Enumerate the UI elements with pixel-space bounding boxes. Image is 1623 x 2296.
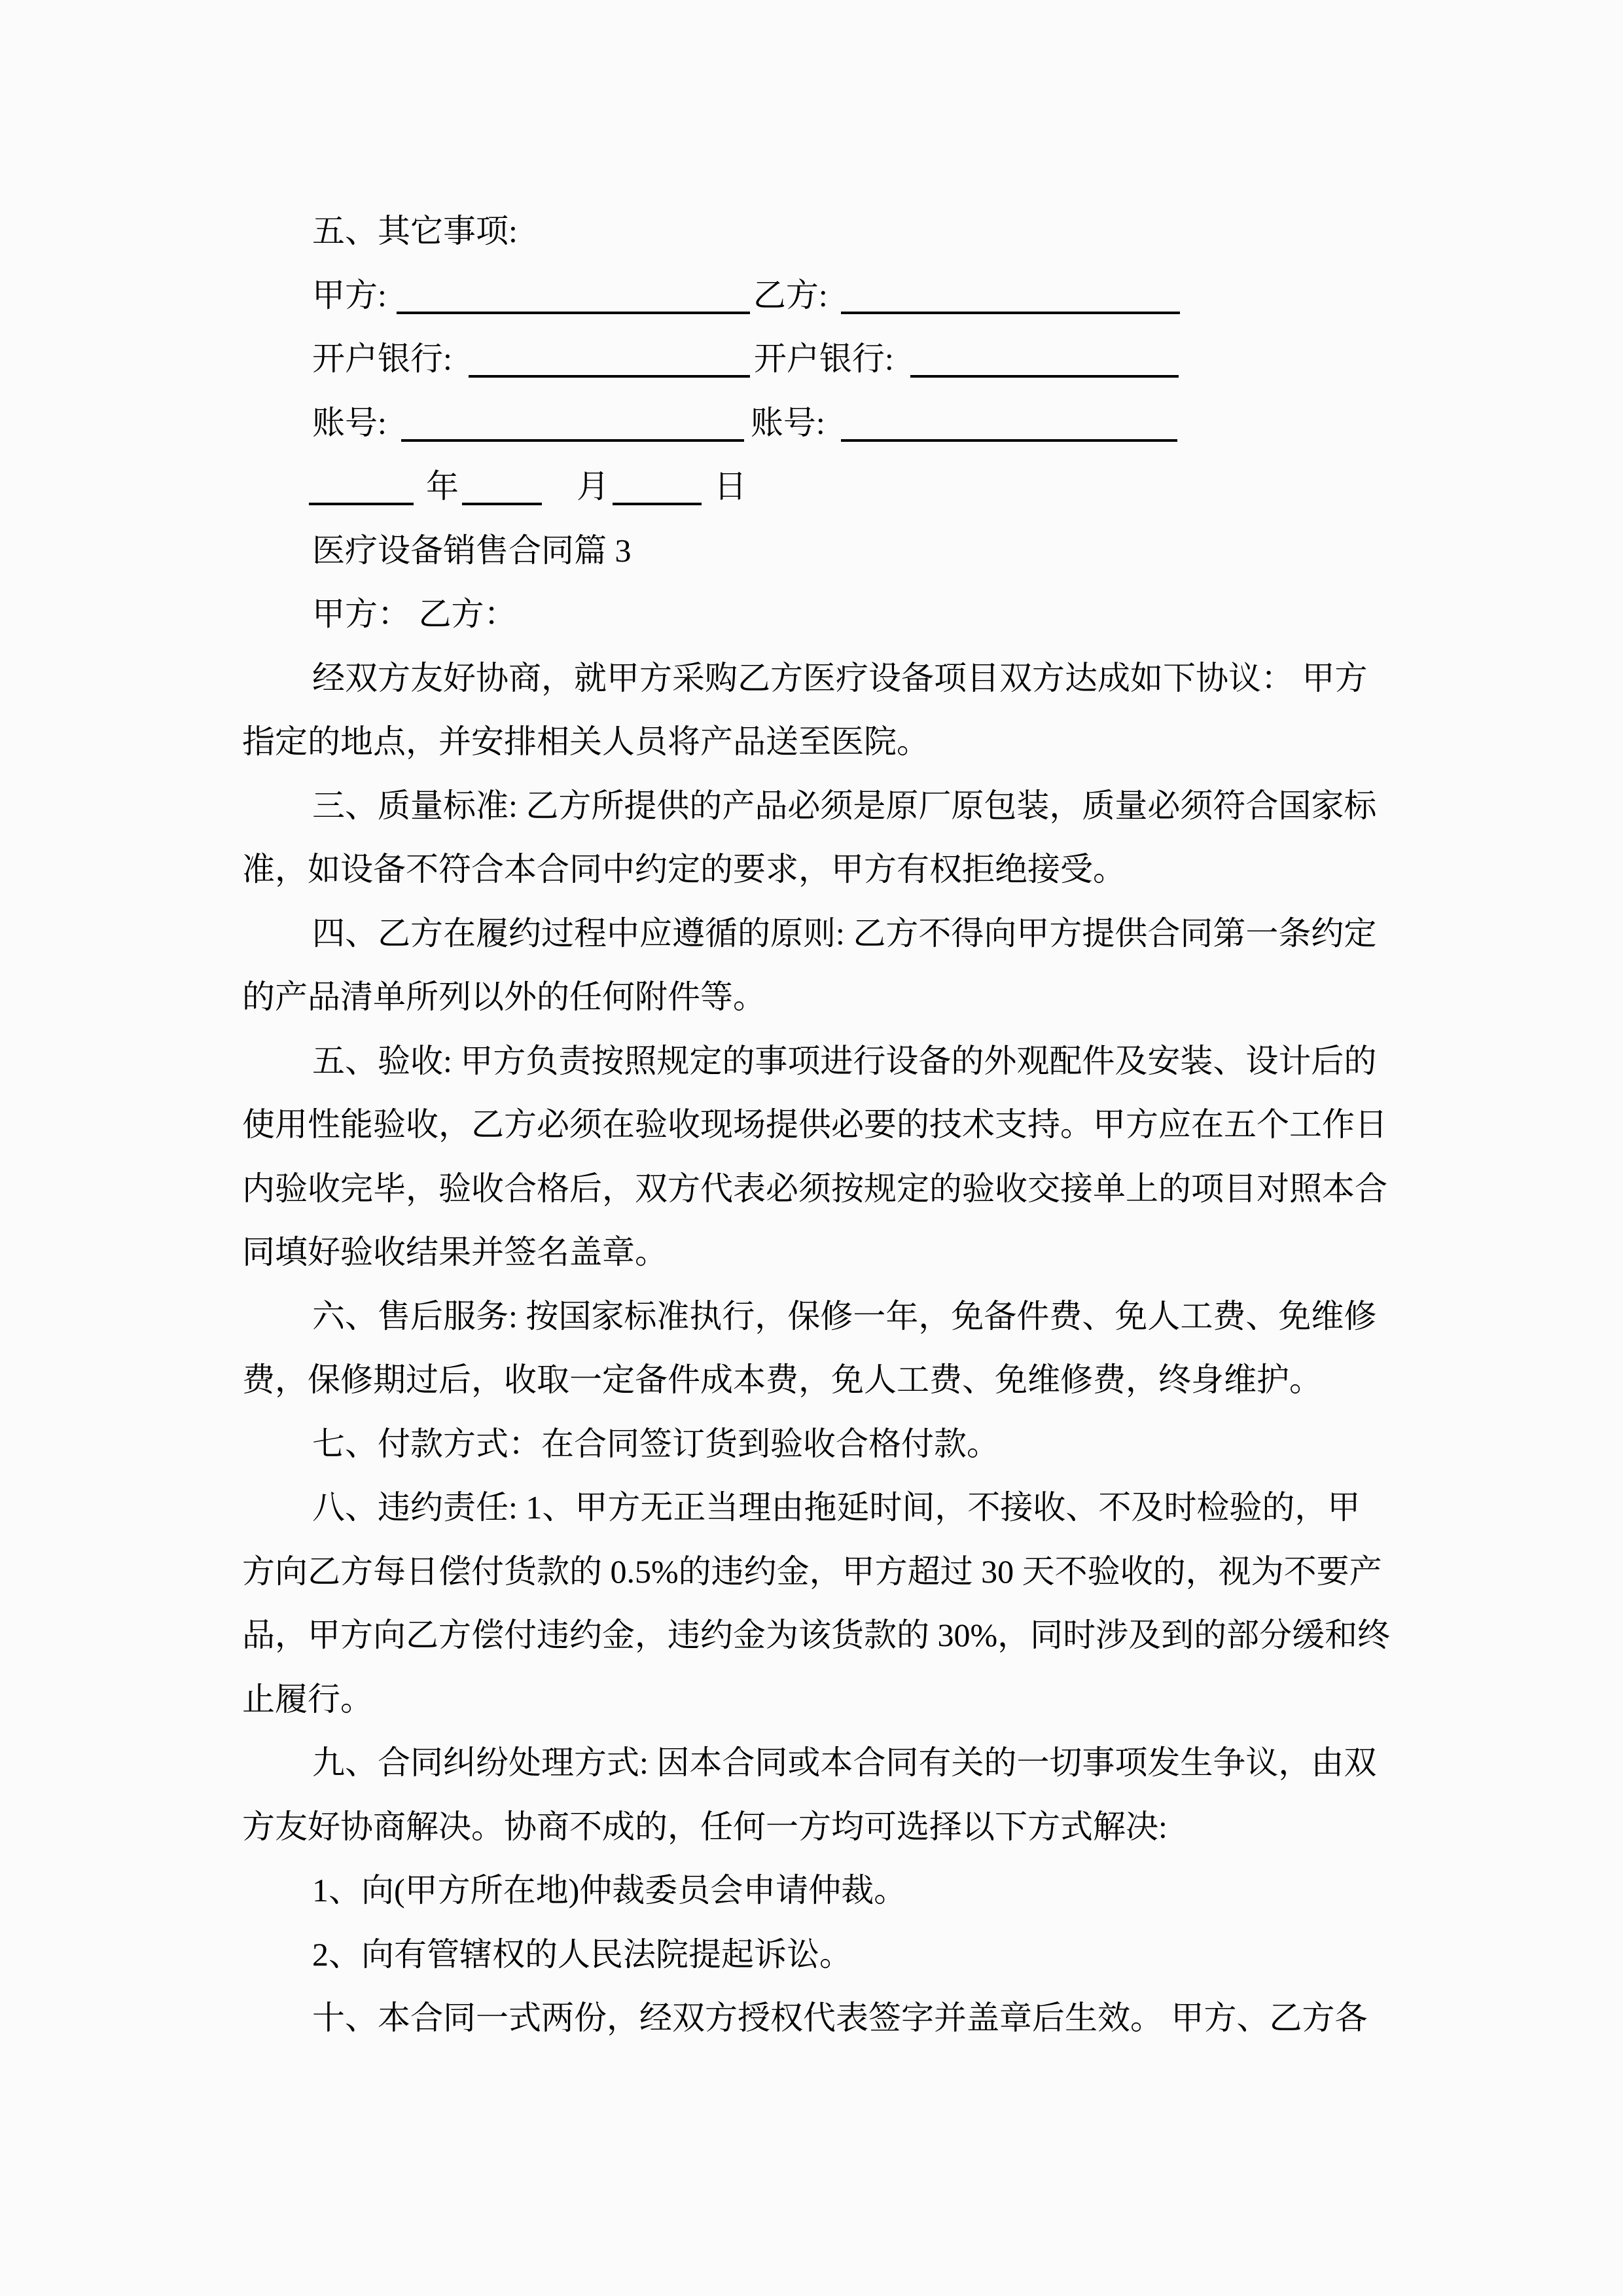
- form-line: [242, 327, 1394, 391]
- text-line: 1、向(甲方所在地)仲裁委员会申请仲裁。: [312, 1872, 907, 1909]
- blank-underline: [469, 345, 750, 378]
- text-line: 准，如设备不符合本合同中约定的要求，甲方有权拒绝接受。: [242, 851, 1126, 888]
- text-line: 2、向有管辖权的人民法院提起诉讼。: [312, 1935, 852, 1973]
- text-line: 九、合同纠纷处理方式: 因本合同或本合同有关的一切事项发生争议，由双: [312, 1744, 1377, 1781]
- text-line: 使用性能验收，乙方必须在验收现场提供必要的技术支持。甲方应在五个工作日: [242, 1106, 1387, 1143]
- form-line: [242, 264, 1394, 328]
- text-line: 医疗设备销售合同篇 3: [312, 531, 632, 569]
- text-line: 五、验收: 甲方负责按照规定的事项进行设备的外观配件及安装、设计后的: [312, 1042, 1377, 1079]
- blank-underline: [309, 473, 414, 505]
- blank-underline: [613, 473, 702, 505]
- contract-document: [242, 200, 1394, 2051]
- text-line: 经双方友好协商，就甲方采购乙方医疗设备项目双方达成如下协议： 甲方: [312, 659, 1368, 696]
- text-line: 品，甲方向乙方偿付违约金，违约金为该货款的 30%，同时涉及到的部分缓和终: [242, 1617, 1391, 1653]
- text-line: 同填好验收结果并签名盖章。: [242, 1234, 668, 1270]
- field-label: 乙方:: [753, 276, 828, 314]
- field-label: 年: [426, 468, 459, 505]
- text-line: 内验收完毕，验收合格后，双方代表必须按规定的验收交接单上的项目对照本合: [242, 1170, 1387, 1207]
- field-label: 开户银行:: [753, 340, 894, 377]
- text-line: 五、其它事项:: [312, 213, 518, 249]
- blank-underline: [462, 473, 542, 505]
- text-line: 甲方： 乙方：: [312, 596, 517, 632]
- blank-underline: [401, 409, 744, 442]
- text-line: 指定的地点，并安排相关人员将产品送至医院。: [242, 723, 929, 760]
- field-label: 账号:: [312, 404, 387, 441]
- text-line: 的产品清单所列以外的任何附件等。: [242, 978, 766, 1015]
- field-label: 开户银行:: [312, 340, 452, 377]
- blank-underline: [910, 345, 1179, 378]
- field-label: 账号:: [750, 404, 825, 441]
- text-line: 三、质量标准: 乙方所提供的产品必须是原厂原包装，质量必须符合国家标: [312, 787, 1377, 824]
- text-line: 止履行。: [242, 1680, 373, 1717]
- text-line: 八、违约责任: 1、甲方无正当理由拖延时间，不接收、不及时检验的，甲: [312, 1489, 1361, 1526]
- text-line: 七、付款方式：在合同签订货到验收合格付款。: [312, 1425, 999, 1462]
- field-label: 甲方:: [312, 276, 387, 314]
- blank-underline: [397, 281, 750, 314]
- form-line: [242, 455, 1394, 519]
- field-label: 日: [714, 468, 747, 505]
- text-line: 四、乙方在履约过程中应遵循的原则: 乙方不得向甲方提供合同第一条约定: [312, 914, 1377, 952]
- text-line: 六、售后服务: 按国家标准执行，保修一年，免备件费、免人工费、免维修: [312, 1297, 1377, 1335]
- text-line: 方向乙方每日偿付货款的 0.5%的违约金，甲方超过 30 天不验收的，视为不要产: [242, 1552, 1382, 1590]
- text-line: 十、本合同一式两份，经双方授权代表签字并盖章后生效。 甲方、乙方各: [312, 2000, 1368, 2036]
- text-line: 方友好协商解决。协商不成的，任何一方均可选择以下方式解决:: [242, 1808, 1168, 1845]
- form-line: [242, 391, 1394, 456]
- field-label: 月: [577, 468, 609, 505]
- blank-underline: [841, 409, 1177, 442]
- text-line: 费，保修期过后，收取一定备件成本费，免人工费、免维修费，终身维护。: [242, 1361, 1322, 1398]
- blank-underline: [841, 281, 1180, 314]
